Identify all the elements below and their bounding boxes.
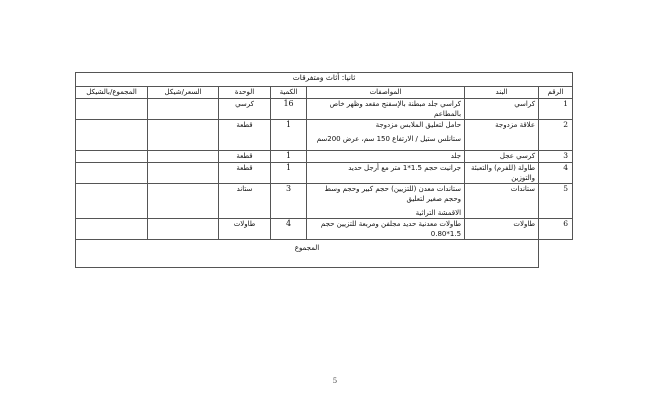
row-specifications bbox=[307, 151, 465, 163]
row-item: طاولات bbox=[465, 219, 539, 240]
row-price bbox=[148, 151, 219, 163]
row-total bbox=[76, 184, 148, 219]
row-quantity: 1 bbox=[271, 120, 307, 151]
table-row bbox=[76, 219, 573, 240]
spec-line: جرانيت حجم 1.5*1 متر مع أرجل حديد bbox=[348, 164, 462, 172]
row-price bbox=[148, 99, 219, 120]
spec-line: ستانلس ستيل / الارتفاع 150 سم، عرض 200سم bbox=[316, 135, 462, 143]
spec-line: حامل لتعليق الملابس مزدوجة bbox=[375, 121, 462, 129]
row-item: كراسي bbox=[465, 99, 539, 120]
table-row bbox=[76, 99, 573, 120]
row-item: علاقة مزدوجة bbox=[465, 120, 539, 151]
table-row bbox=[76, 184, 573, 219]
row-specifications bbox=[307, 184, 465, 219]
row-item: طاولة (للفرم) والتعبئة والتوزين bbox=[465, 163, 539, 184]
header-total: المجموع/بالشيكل bbox=[76, 87, 148, 99]
header-row bbox=[76, 87, 573, 99]
table-row bbox=[76, 120, 573, 151]
row-total bbox=[76, 151, 148, 163]
row-total bbox=[76, 120, 148, 151]
total-row bbox=[76, 240, 573, 268]
row-unit: قطعة bbox=[219, 163, 271, 184]
table-row bbox=[76, 151, 573, 163]
row-price bbox=[148, 219, 219, 240]
header-number: الرقم bbox=[539, 87, 573, 99]
row-unit: كرسي bbox=[219, 99, 271, 120]
row-total bbox=[76, 99, 148, 120]
row-unit: قطعة bbox=[219, 120, 271, 151]
spec-line: جلد bbox=[450, 152, 462, 160]
row-quantity: 4 bbox=[271, 219, 307, 240]
row-quantity: 3 bbox=[271, 184, 307, 219]
section-title-row bbox=[76, 73, 573, 87]
row-specifications bbox=[307, 219, 465, 240]
header-unit: الوحدة bbox=[219, 87, 271, 99]
furniture-boq-table bbox=[75, 72, 573, 268]
row-specifications bbox=[307, 163, 465, 184]
header-specifications: المواصفات bbox=[307, 87, 465, 99]
row-unit: طاولات bbox=[219, 219, 271, 240]
row-number: 3 bbox=[539, 151, 573, 163]
row-price bbox=[148, 163, 219, 184]
row-specifications bbox=[307, 120, 465, 151]
spec-line: ستاندات معدن (للتزيين) حجم كبير وحجم وسط وحجم صغير لتعليق bbox=[324, 185, 462, 203]
spec-line: كراسي جلد مبطنة بالإسفنج مقعد وظهر خاص بالمطاعم bbox=[329, 100, 462, 118]
page-number: 5 bbox=[332, 377, 338, 385]
row-unit: ستاند bbox=[219, 184, 271, 219]
row-quantity: 1 bbox=[271, 163, 307, 184]
row-total bbox=[76, 163, 148, 184]
row-price bbox=[148, 120, 219, 151]
header-item: البند bbox=[465, 87, 539, 99]
row-item: كرسي عجل bbox=[465, 151, 539, 163]
row-unit: قطعة bbox=[219, 151, 271, 163]
total-spacer bbox=[539, 240, 573, 268]
row-total bbox=[76, 219, 148, 240]
section-title: ثانيا: أثاث ومتفرقات bbox=[76, 73, 573, 87]
row-item: ستاندات bbox=[465, 184, 539, 219]
row-quantity: 16 bbox=[271, 99, 307, 120]
row-number: 2 bbox=[539, 120, 573, 151]
spec-line: الاقمشة التراثية bbox=[415, 209, 462, 217]
header-price: السعر/شيكل bbox=[148, 87, 219, 99]
row-quantity: 1 bbox=[271, 151, 307, 163]
row-number: 4 bbox=[539, 163, 573, 184]
row-price bbox=[148, 184, 219, 219]
table-row bbox=[76, 163, 573, 184]
row-number: 1 bbox=[539, 99, 573, 120]
row-number: 5 bbox=[539, 184, 573, 219]
header-quantity: الكمية bbox=[271, 87, 307, 99]
total-label: المجموع bbox=[76, 240, 539, 268]
row-number: 6 bbox=[539, 219, 573, 240]
row-specifications bbox=[307, 99, 465, 120]
spec-line: طاولات معدنية حديد مجلفن ومربعة للتزيين حجم 1.5*0.80 bbox=[320, 220, 462, 238]
